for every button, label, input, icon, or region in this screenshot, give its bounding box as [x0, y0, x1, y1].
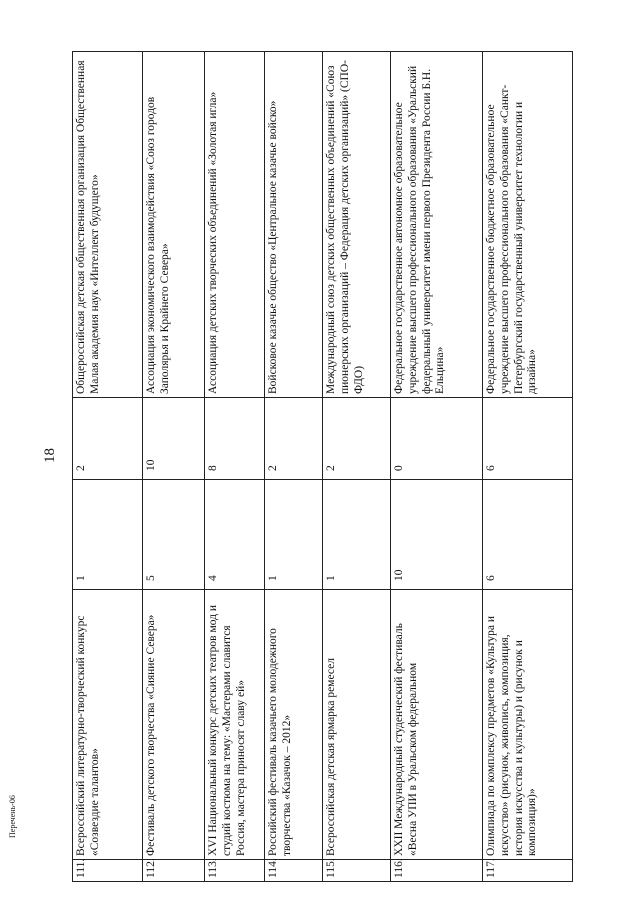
organizer: Ассоциация экономического взаимодействия «Союз городов Заполярья и Крайнего Севера» — [143, 52, 205, 398]
event-name: Всероссийский литературно-творческий конкурс «Созвездие талантов» — [73, 590, 143, 860]
count-b: 2 — [73, 398, 143, 480]
count-a: 10 — [391, 480, 483, 590]
organizer: Ассоциация детских творческих объединений «Золотая игла» — [205, 52, 265, 398]
count-b: 8 — [205, 398, 265, 480]
count-b: 2 — [265, 398, 323, 480]
count-a: 6 — [483, 480, 573, 590]
row-number: 113. — [205, 860, 265, 882]
page-number: 18 — [42, 448, 58, 463]
row-number: 112. — [143, 860, 205, 882]
event-name: Российский фестиваль казачьего молодежного творчества «Казачок – 2012» — [265, 590, 323, 860]
row-number: 114. — [265, 860, 323, 882]
organizer: Общероссийская детская общественная организация Общественная Малая академия наук «Интеллект будущего» — [73, 52, 143, 398]
organizer: Международный союз детских общественных объединений «Союз пионерских организаций – Федерация детских организаций» (СПО-ФДО) — [323, 52, 391, 398]
organizer: Федеральное государственное автономное образовательное учреждение высшего профессионального образования «Уральский федеральный университет имени первого Президента России Б.Н. Ельцина» — [391, 52, 483, 398]
event-name: Всероссийская детская ярмарка ремесел — [323, 590, 391, 860]
count-b: 0 — [391, 398, 483, 480]
row-number: 116. — [391, 860, 483, 882]
count-b: 6 — [483, 398, 573, 480]
event-name: Олимпиада по комплексу предметов «Культура и искусство» (рисунок, живопись, композиция, история искусства и культуры) и (рисунок и композиция)» — [483, 590, 573, 860]
table-row — [323, 52, 391, 882]
table-row — [73, 52, 143, 882]
table-row — [143, 52, 205, 882]
count-a: 1 — [73, 480, 143, 590]
events-table — [72, 51, 573, 882]
count-a: 5 — [143, 480, 205, 590]
row-number: 117. — [483, 860, 573, 882]
events-table-body — [73, 52, 573, 882]
count-a: 4 — [205, 480, 265, 590]
event-name: XVI Национальный конкурс детских театров мод и студий костюма на тему: «Мастерами славится Россия, мастера приносят славу ей» — [205, 590, 265, 860]
table-row — [265, 52, 323, 882]
table-row — [391, 52, 483, 882]
table-container — [72, 52, 572, 882]
event-name: Фестиваль детского творчества «Сияние Севера» — [143, 590, 205, 860]
count-b: 2 — [323, 398, 391, 480]
row-number: 111. — [73, 860, 143, 882]
organizer: Войсковое казачье общество «Центральное казачье войско» — [265, 52, 323, 398]
organizer: Федеральное государственное бюджетное образовательное учреждение высшего профессионального образования «Санкт-Петербургский государственный университет технологии и дизайна» — [483, 52, 573, 398]
table-row — [483, 52, 573, 882]
count-a: 1 — [265, 480, 323, 590]
footer-text: Перечень-06 — [8, 795, 17, 838]
count-b: 10 — [143, 398, 205, 480]
count-a: 1 — [323, 480, 391, 590]
table-row — [205, 52, 265, 882]
event-name: XXII Международный студенческий фестиваль «Весна УПИ в Уральском федеральном — [391, 590, 483, 860]
row-number: 115. — [323, 860, 391, 882]
